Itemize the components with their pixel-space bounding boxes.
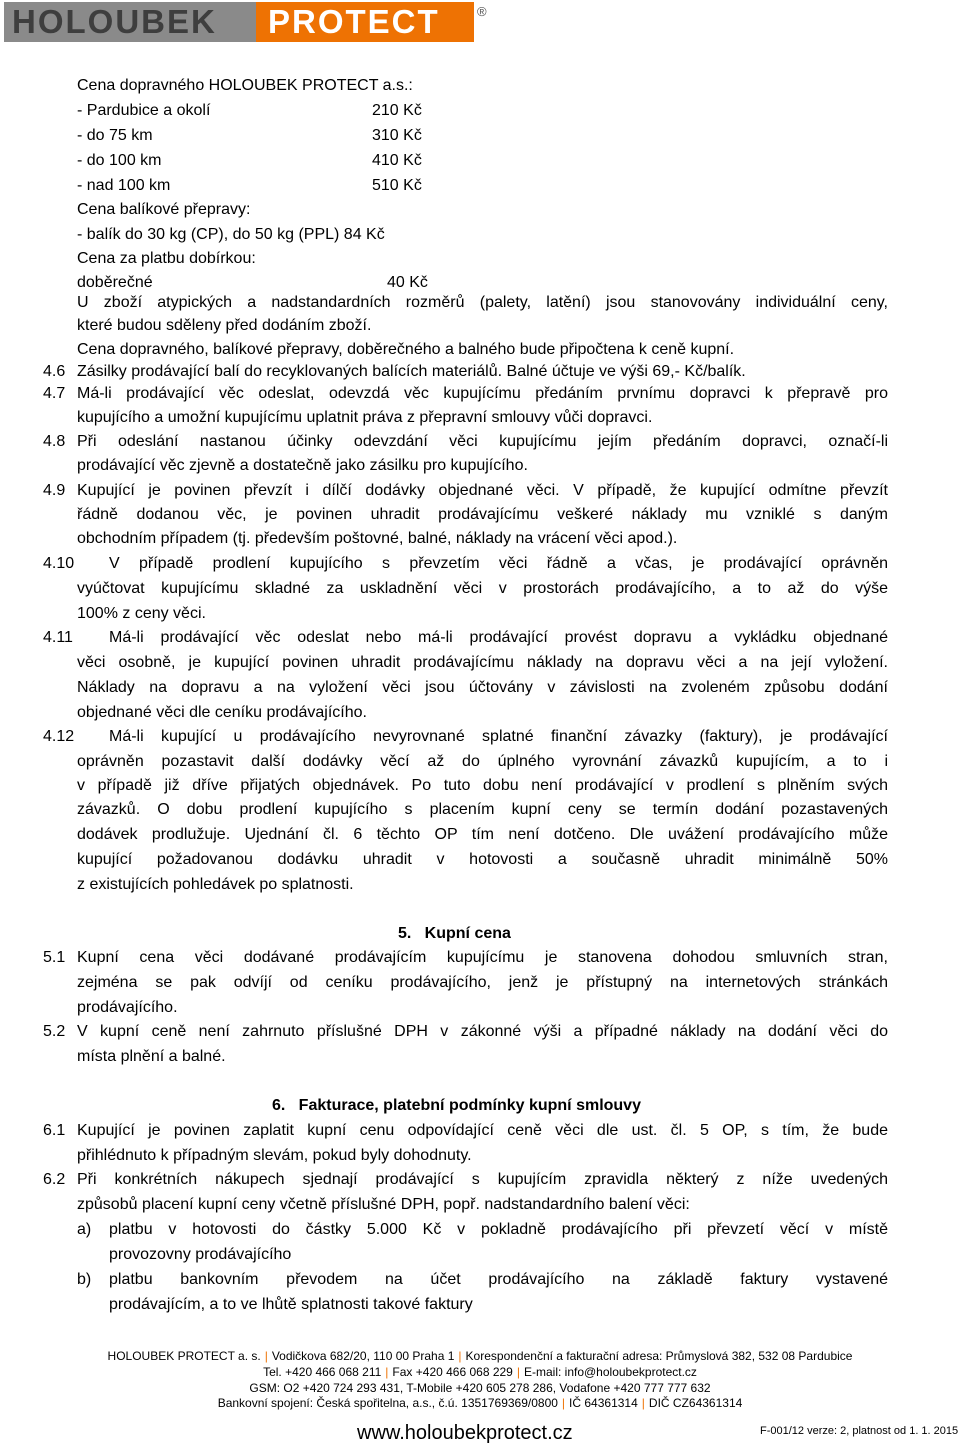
clause-text-line: V kupní ceně není zahrnuto příslušné DPH v zákonné výši a případné náklady na dodání věci do bbox=[77, 1023, 888, 1040]
form-version-label: F-001/12 verze: 2, platnost od 1. 1. 2015 bbox=[760, 1425, 959, 1437]
clause-number: 4.12 bbox=[43, 728, 75, 745]
clause-text-line: prodávajícího. bbox=[77, 999, 178, 1016]
clause-text-line: 100% z ceny věci. bbox=[77, 605, 206, 622]
clause-number: 4.11 bbox=[43, 629, 73, 646]
section-heading: 6. Fakturace, platební podmínky kupní smlouvy bbox=[272, 1097, 641, 1114]
price-row-label: - do 75 km bbox=[77, 127, 153, 144]
clause-number: 4.8 bbox=[43, 433, 66, 450]
price-row-value: 310 Kč bbox=[372, 127, 422, 144]
footer-separator: | bbox=[385, 1365, 389, 1379]
cod-label: doběrečné bbox=[77, 274, 153, 291]
registered-mark: ® bbox=[477, 4, 487, 19]
clause-text-line: Má-li kupující u prodávajícího nevyrovnané splatné finanční závazky (faktury), je prodávající bbox=[109, 728, 888, 745]
list-item-text-line: platbu bankovním převodem na účet prodávajícího na základě faktury vystavené bbox=[109, 1271, 888, 1288]
clause-number: 5.1 bbox=[43, 949, 66, 966]
clause-text-line: závazků. O dobu prodlení kupujícího s placením kupní ceny se termín dodání pozastavených bbox=[77, 801, 888, 818]
clause-text-line: Kupující je povinen zaplatit kupní cenu odpovídající ceně věci dle ust. čl. 5 OP, s tím, že bude bbox=[77, 1122, 888, 1139]
clause-number: 4.6 bbox=[43, 363, 66, 380]
list-marker: a) bbox=[77, 1221, 92, 1238]
footer-dic: DIČ CZ64361314 bbox=[648, 1396, 743, 1410]
list-item-text-line: provozovny prodávajícího bbox=[109, 1246, 292, 1263]
clause-number: 6.2 bbox=[43, 1171, 66, 1188]
clause-text-line: obchodním případem (tj. především poštovné, balné, náklady na vrácení věci apod.). bbox=[77, 530, 678, 547]
footer-tel: Tel. +420 466 068 211 bbox=[263, 1365, 382, 1379]
clause-text-line: způsobů placení kupní ceny včetně příslušné DPH, popř. nadstandardního balení věci: bbox=[77, 1196, 690, 1213]
clause-text-line: Při konkrétních nákupech sjednají prodávající s kupujícím zpravidla některý z níže uvedených bbox=[77, 1171, 888, 1188]
clause-text-line: Kupující je povinen převzít i dílčí dodávky objednané věci. V případě, že kupující odmítne převzít bbox=[77, 482, 888, 499]
price-row-value: 510 Kč bbox=[372, 177, 422, 194]
footer-email: E-mail: info@holoubekprotect.cz bbox=[523, 1365, 697, 1379]
footer-bank: Bankovní spojení: Česká spořitelna, a.s., č.ú. 1351769369/0800 bbox=[217, 1396, 558, 1410]
footer-separator: | bbox=[641, 1396, 645, 1410]
clause-number: 4.9 bbox=[43, 482, 66, 499]
clause-text-line: z existujících pohledávek po splatnosti. bbox=[77, 876, 354, 893]
clause-text-line: zejména se pak odvíjí od ceníku prodávajícího, jenž je přístupný na internetových stránkách bbox=[77, 974, 888, 991]
footer-gsm-line bbox=[0, 1381, 960, 1395]
clause-text-line: objednané věci dle ceníku prodávajícího. bbox=[77, 704, 367, 721]
atypical-text-line: U zboží atypických a nadstandardních rozměrů (palety, latění) jsou stanovovány individuální ceny, bbox=[77, 294, 888, 311]
parcel-line: - balík do 30 kg (CP), do 50 kg (PPL) 84 Kč bbox=[77, 226, 385, 243]
clause-number: 4.7 bbox=[43, 385, 66, 402]
footer-separator: | bbox=[264, 1349, 268, 1363]
footer-bank-line bbox=[0, 1396, 960, 1410]
list-item-text-line: platbu v hotovosti do částky 5.000 Kč v pokladně prodávajícího při převzetí věcí v místě bbox=[109, 1221, 888, 1238]
clause-text-line: Při odeslání nastanou účinky odevzdání věci kupujícímu jejím předáním dopravci, označí-li bbox=[77, 433, 888, 450]
logo-protect-text: PROTECT bbox=[256, 2, 474, 42]
footer-fax: Fax +420 466 068 229 bbox=[392, 1365, 513, 1379]
footer-contact-line bbox=[0, 1365, 960, 1379]
transport-heading: Cena dopravného HOLOUBEK PROTECT a.s.: bbox=[77, 77, 413, 94]
clause-text-line: Má-li prodávající věc odeslat, odevzdá věc kupujícímu předáním prvnímu dopravci k přepravě pro bbox=[77, 385, 888, 402]
clause-text-line: věci osobně, je kupující povinen uhradit prodávajícímu náklady na dopravu věci a na její vyložení. bbox=[77, 654, 888, 671]
footer-address: Vodičkova 682/20, 110 00 Praha 1 bbox=[271, 1349, 455, 1363]
list-marker: b) bbox=[77, 1271, 92, 1288]
footer-separator: | bbox=[516, 1365, 520, 1379]
footer-gsm: GSM: O2 +420 724 293 431, T-Mobile +420 605 278 286, Vodafone +420 777 777 632 bbox=[249, 1381, 711, 1395]
clause-text-line: prodávající věc zjevně a dostatečně jako zásilku pro kupujícího. bbox=[77, 457, 528, 474]
clause-text-line: přihlédnuto k případným slevám, pokud byly dohodnuty. bbox=[77, 1147, 472, 1164]
section-heading: 5. Kupní cena bbox=[398, 925, 511, 942]
clause-text-line: řádně dodanou věc, je povinen uhradit prodávajícímu veškeré náklady mu vzniklé s daným bbox=[77, 506, 888, 523]
cod-price: 40 Kč bbox=[387, 274, 428, 291]
logo-holoubek-text: HOLOUBEK bbox=[4, 2, 256, 42]
clause-text-line: Zásilky prodávající balí do recyklovaných balících materiálů. Balné účtuje ve výši 69,- Kč/balík. bbox=[77, 363, 746, 380]
clause-text-line: oprávněn pozastavit další dodávky věcí až do úplného vyrovnání závazků kupujícím, a to i bbox=[77, 753, 888, 770]
footer-address-line bbox=[0, 1349, 960, 1363]
added-costs-note: Cena dopravného, balíkové přepravy, doběrečného a balného bude připočtena k ceně kupní. bbox=[77, 341, 735, 358]
clause-text-line: místa plnění a balné. bbox=[77, 1048, 226, 1065]
clause-number: 6.1 bbox=[43, 1122, 66, 1139]
list-item-text-line: prodávajícím, a to ve lhůtě splatnosti takové faktury bbox=[109, 1296, 473, 1313]
footer-website[interactable]: www.holoubekprotect.cz bbox=[357, 1422, 573, 1444]
price-row-value: 210 Kč bbox=[372, 102, 422, 119]
clause-number: 4.10 bbox=[43, 555, 75, 572]
price-row-value: 410 Kč bbox=[372, 152, 422, 169]
clause-text-line: Má-li prodávající věc odeslat nebo má-li prodávající provést dopravu a vykládku objednané bbox=[109, 629, 888, 646]
footer-separator: | bbox=[458, 1349, 462, 1363]
clause-text-line: kupujícího a umožní kupujícímu uplatnit práva z přepravní smlouvy vůči dopravci. bbox=[77, 409, 653, 426]
clause-text-line: dodávek prodlužuje. Ujednání čl. 6 těchto OP tím není dotčeno. Dle uvážení prodávajícího může bbox=[77, 826, 888, 843]
clause-number: 5.2 bbox=[43, 1023, 66, 1040]
clause-text-line: Kupní cena věci dodávané prodávajícím kupujícímu je stanovena dohodou smluvních stran, bbox=[77, 949, 888, 966]
clause-text-line: Náklady na dopravu a na vyložení věci jsou účtovány v závislosti na zvoleném způsobu dodání bbox=[77, 679, 888, 696]
clause-text-line: vyúčtovat kupujícímu skladné za uskladnění věci v prostorách prodávajícího, a to až do výše bbox=[77, 580, 888, 597]
atypical-text-line: které budou sděleny před dodáním zboží. bbox=[77, 317, 372, 334]
price-row-label: - Pardubice a okolí bbox=[77, 102, 211, 119]
footer-separator: | bbox=[561, 1396, 566, 1410]
clause-text-line: kupující požadovanou dodávku uhradit v hotovosti a současně uhradit minimálně 50% bbox=[77, 851, 888, 868]
footer-company: HOLOUBEK PROTECT a. s. bbox=[107, 1349, 261, 1363]
footer-correspondence: Korespondenční a fakturační adresa: Průmyslová 382, 532 08 Pardubice bbox=[465, 1349, 853, 1363]
price-row-label: - do 100 km bbox=[77, 152, 162, 169]
clause-text-line: v případě již dříve přijatých objednávek. Po tuto dobu není prodávající v prodlení s plněním svých bbox=[77, 777, 888, 794]
parcel-heading: Cena balíkové přepravy: bbox=[77, 201, 251, 218]
footer-ic: IČ 64361314 bbox=[569, 1396, 638, 1410]
price-row-label: - nad 100 km bbox=[77, 177, 171, 194]
clause-text-line: V případě prodlení kupujícího s převzetím věci řádně a včas, je prodávající oprávněn bbox=[109, 555, 888, 572]
cod-heading: Cena za platbu dobírkou: bbox=[77, 250, 256, 267]
company-logo bbox=[4, 2, 487, 42]
